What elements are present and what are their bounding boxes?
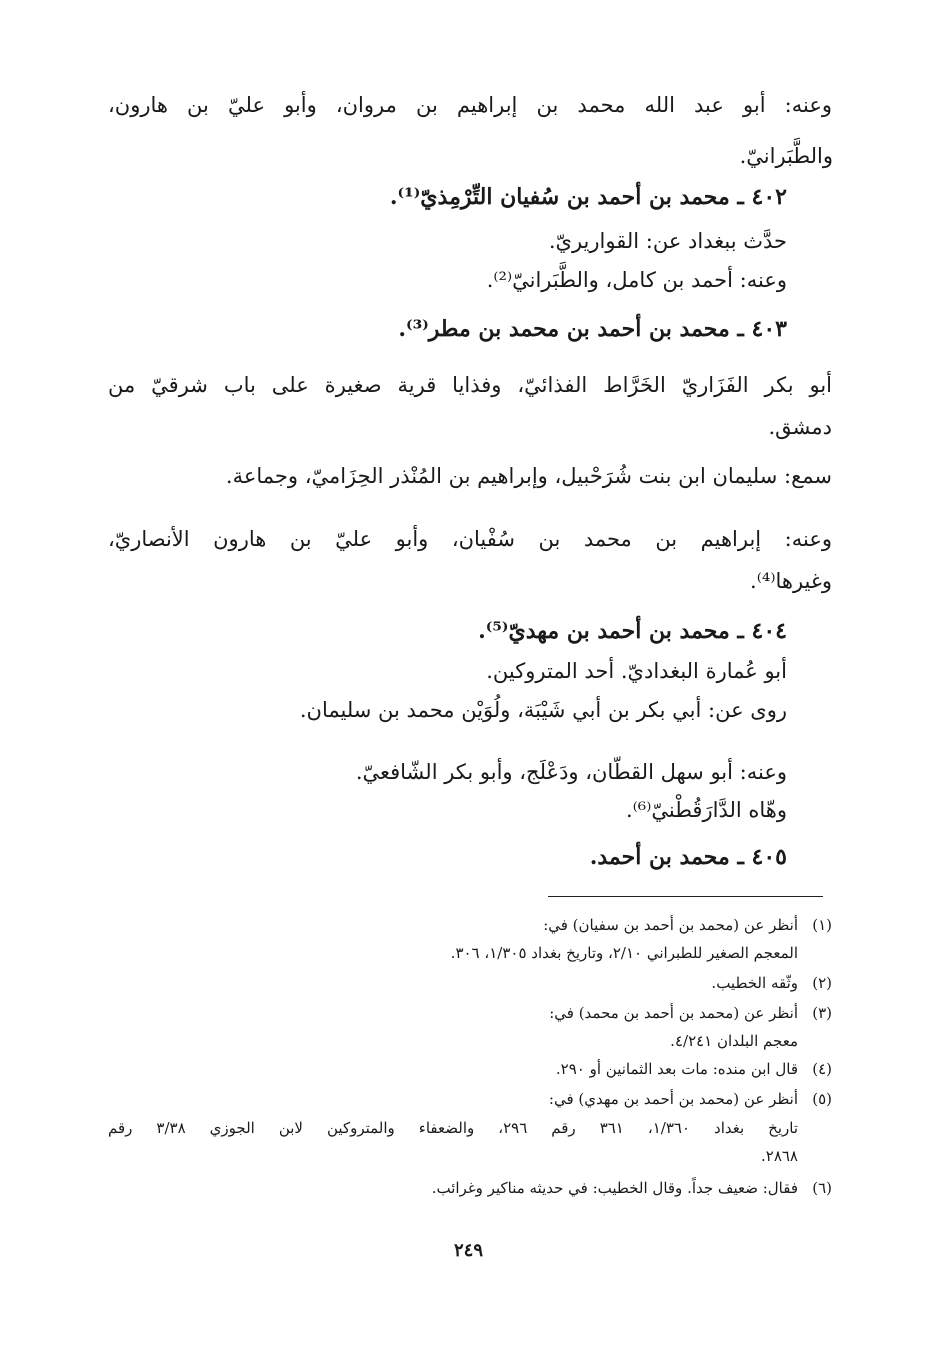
text-line: أبو بكر الفَزَاريّ الخَرَّاط الفذائيّ، وفذايا قرية صغيرة على باب شرقيّ من bbox=[108, 373, 832, 397]
footnote-number: (٣) bbox=[812, 1004, 832, 1022]
entry-heading-403: ٤٠٣ ـ محمد بن أحمد بن محمد بن مطر⁽³⁾. bbox=[398, 316, 787, 342]
text-line: وهّاه الدَّارَقُطْنيّ⁽⁶⁾. bbox=[625, 798, 787, 822]
footnote-text: أنظر عن (محمد بن أحمد بن محمد) في: bbox=[549, 1004, 798, 1022]
footnote-number: (١) bbox=[812, 916, 832, 934]
text-line: دمشق. bbox=[768, 415, 832, 439]
footnote-continuation: المعجم الصغير للطبراني ٢/١٠، وتاريخ بغداد ١/٣٠٥، ٣٠٦. bbox=[450, 944, 798, 962]
footnote-continuation: ٢٨٦٨. bbox=[760, 1147, 798, 1165]
footnote bbox=[549, 1088, 832, 1110]
footnote-text: وثّقه الخطيب. bbox=[711, 974, 798, 992]
footnote-number: (٤) bbox=[812, 1060, 832, 1078]
text-line: وغيرها⁽⁴⁾. bbox=[750, 569, 832, 593]
text-line: وعنه: أبو سهل القطّان، ودَعْلَج، وأبو بكر الشّافعيّ. bbox=[355, 760, 787, 784]
footnote bbox=[432, 1177, 832, 1199]
footnote bbox=[556, 1058, 832, 1080]
footnote-number: (٦) bbox=[812, 1179, 832, 1197]
footnote-text: أنظر عن (محمد بن أحمد بن مهدي) في: bbox=[548, 1090, 798, 1108]
footnote-continuation: تاريخ بغداد ١/٣٦٠، ٣٦١ رقم ٢٩٦، والضعفاء والمتروكين لابن الجوزي ٣/٣٨ رقم bbox=[108, 1119, 799, 1137]
footnote-separator bbox=[548, 896, 823, 897]
text-line: سمع: سليمان ابن بنت شُرَحْبيل، وإبراهيم بن المُنْذر الحِزَاميّ، وجماعة. bbox=[225, 464, 832, 488]
text-line: وعنه: أبو عبد الله محمد بن إبراهيم بن مروان، وأبو عليّ بن هارون، bbox=[108, 93, 832, 117]
footnote-continuation: معجم البلدان ٤/٢٤١. bbox=[670, 1032, 798, 1050]
entry-heading-405: ٤٠٥ ـ محمد بن أحمد. bbox=[589, 844, 787, 870]
text-line: روى عن: أبي بكر بن أبي شَيْبَة، ولُوَيْن محمد بن سليمان. bbox=[299, 698, 787, 722]
footnote bbox=[543, 914, 832, 936]
text-line: وعنه: أحمد بن كامل، والطَّبَرانيّ⁽²⁾. bbox=[486, 268, 787, 292]
footnote-number: (٥) bbox=[812, 1090, 832, 1108]
entry-heading-404: ٤٠٤ ـ محمد بن أحمد بن مهديّ⁽⁵⁾. bbox=[478, 618, 787, 644]
text-line: والطَّبَرانيّ. bbox=[739, 144, 833, 168]
page-number: ٢٤٩ bbox=[453, 1240, 483, 1261]
footnote-text: أنظر عن (محمد بن أحمد بن سفيان) في: bbox=[543, 916, 798, 934]
text-line: وعنه: إبراهيم بن محمد بن سُفْيان، وأبو عليّ بن هارون الأنصاريّ، bbox=[108, 527, 832, 551]
entry-heading-402: ٤٠٢ ـ محمد بن أحمد بن سُفيان التِّرْمِذيّ⁽¹⁾. bbox=[389, 184, 787, 210]
footnote bbox=[711, 972, 832, 994]
text-line: حدَّث ببغداد عن: القواريريّ. bbox=[548, 229, 787, 253]
footnote-number: (٢) bbox=[812, 974, 832, 992]
footnote-text: فقال: ضعيف جداً. وقال الخطيب: في حديثه مناكير وغرائب. bbox=[431, 1179, 798, 1197]
footnote bbox=[549, 1002, 832, 1024]
footnote-text: قال ابن منده: مات بعد الثمانين أو ٢٩٠. bbox=[555, 1060, 798, 1078]
text-line: أبو عُمارة البغداديّ. أحد المتروكين. bbox=[486, 659, 787, 683]
